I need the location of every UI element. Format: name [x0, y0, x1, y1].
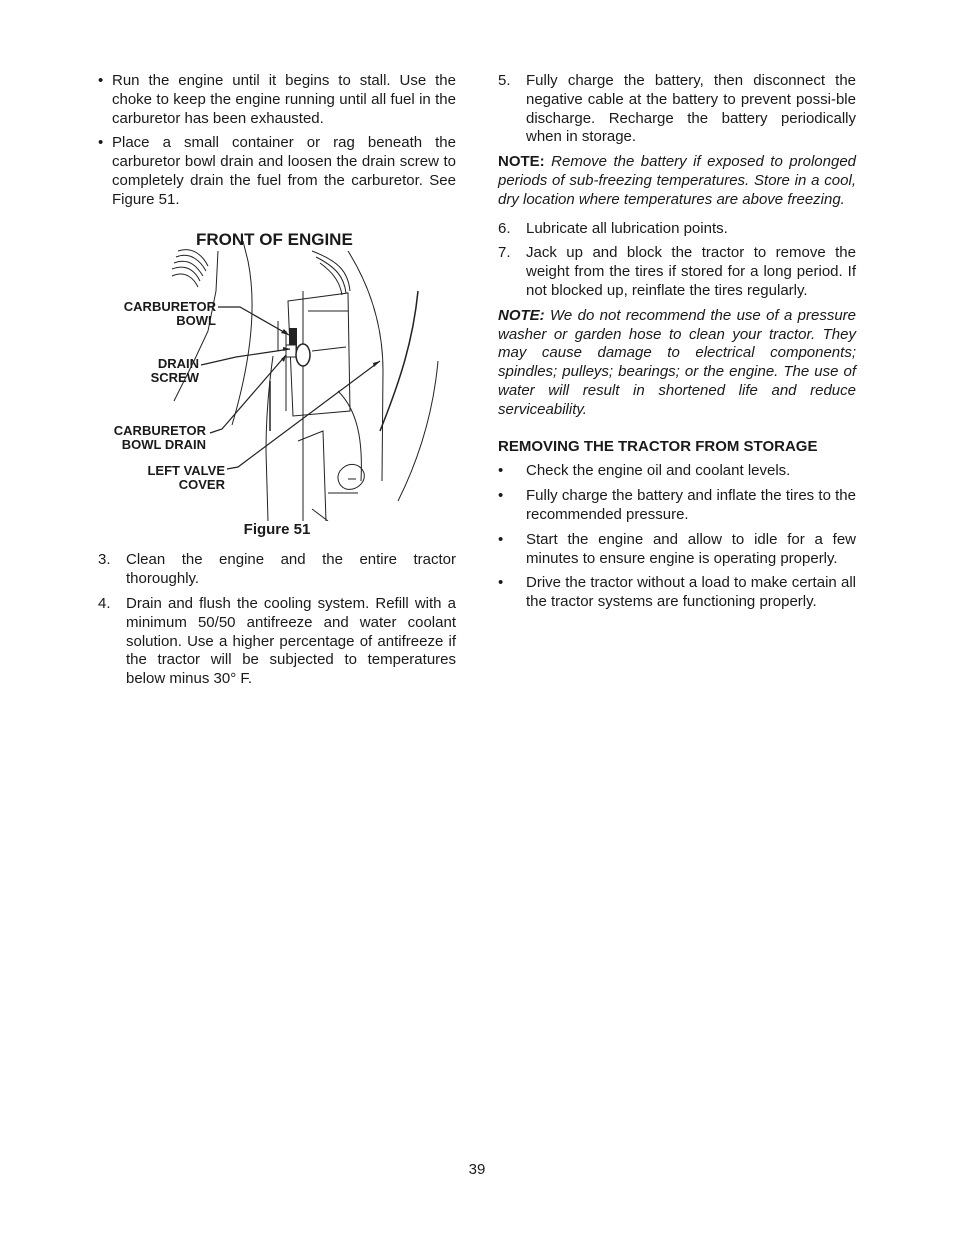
callout-line: COVER — [178, 476, 225, 492]
list-item — [498, 220, 856, 239]
list-item — [98, 134, 456, 209]
figure-title: FRONT OF ENGINE — [196, 229, 353, 249]
step-number: 3. — [98, 551, 111, 569]
bullet-text: Place a small container or rag beneath the carburetor bowl drain and loosen the drain screw to completely drain the fuel from the carburetor. See Figure 51. — [112, 134, 456, 208]
right-column — [498, 72, 856, 618]
bullet-text: Start the engine and allow to idle for a few minutes to ensure engine is operating properly. — [526, 530, 856, 567]
note-label: NOTE: — [498, 153, 545, 171]
step-text: Jack up and block the tractor to remove the weight from the tires if stored for a long period. If not blocked up, reinflate the tires regularly. — [526, 244, 856, 299]
callout-line: CARBURETOR — [123, 298, 216, 314]
callout-line: LEFT VALVE — [147, 462, 225, 478]
callout-line: CARBURETOR — [113, 422, 206, 438]
step-number: 5. — [498, 72, 511, 89]
step-number: 6. — [498, 219, 511, 237]
bullet-text: Drive the tractor without a load to make certain all the tractor systems are functioning properly. — [526, 574, 856, 611]
figure-51 — [98, 231, 456, 521]
bullet-mark: • — [98, 72, 104, 89]
callout-line: SCREW — [150, 369, 199, 385]
note — [498, 307, 856, 420]
step-text: Drain and flush the cooling system. Refill with a minimum 50/50 antifreeze and water coolant solution. Use a higher percentage of antifreeze if the tractor will be subjected to temperatures below minus 30° F. — [126, 594, 456, 688]
list-item — [498, 531, 856, 569]
bullet-text: Fully charge the battery and inflate the tires to the recommended pressure. — [526, 487, 856, 523]
bullet-mark: • — [98, 134, 104, 152]
bullet-text: Run the engine until it begins to stall. Use the choke to keep the engine running until all fuel in the carburetor has been exhausted. — [112, 72, 456, 127]
callout-carburetor-bowl-drain — [98, 424, 206, 452]
list-item — [98, 72, 456, 128]
note — [498, 153, 856, 209]
step-number: 7. — [498, 244, 511, 262]
page-number: 39 — [468, 1161, 486, 1178]
figure-caption: Figure 51 — [243, 520, 311, 538]
list-item — [98, 595, 456, 689]
list-item — [498, 487, 856, 525]
callout-drain-screw — [98, 357, 199, 385]
bullet-mark: • — [498, 530, 504, 548]
step-text: Lubricate all lubrication points. — [526, 219, 728, 237]
callout-line: DRAIN — [157, 355, 199, 371]
list-item — [498, 574, 856, 612]
list-item — [498, 462, 856, 481]
callout-left-valve-cover — [98, 464, 225, 492]
list-item — [498, 244, 856, 300]
step-text: Fully charge the battery, then disconnect the negative cable at the battery to prevent possi-ble discharge. Recharge the battery periodically when in storage. — [526, 72, 856, 146]
callout-carburetor-bowl — [98, 300, 216, 328]
left-column — [98, 72, 456, 695]
list-item — [498, 72, 856, 147]
bullet-text: Check the engine oil and coolant levels. — [526, 462, 791, 480]
callout-line: BOWL — [176, 312, 216, 328]
step-number: 4. — [98, 594, 111, 612]
note-text: Remove the battery if exposed to prolonged periods of sub-freezing temperatures. Store in a cool, dry location where temperatures are above freezing. — [498, 153, 857, 208]
list-item — [98, 551, 456, 589]
step-text: Clean the engine and the entire tractor thoroughly. — [126, 551, 456, 588]
bullet-mark: • — [498, 487, 504, 505]
callout-line: BOWL DRAIN — [121, 436, 206, 452]
section-heading: REMOVING THE TRACTOR FROM STORAGE — [498, 437, 818, 455]
note-label: NOTE: — [498, 306, 545, 324]
drain-screw-mark — [286, 345, 296, 357]
bullet-mark: • — [498, 462, 504, 480]
note-text: We do not recommend the use of a pressure washer or garden hose to clean your tractor. They may cause damage to electrical components; spindles; pulleys; bearings; or the engine. The use of water will result in shortened life and reduce serviceability. — [498, 306, 856, 418]
bullet-mark: • — [498, 574, 504, 592]
